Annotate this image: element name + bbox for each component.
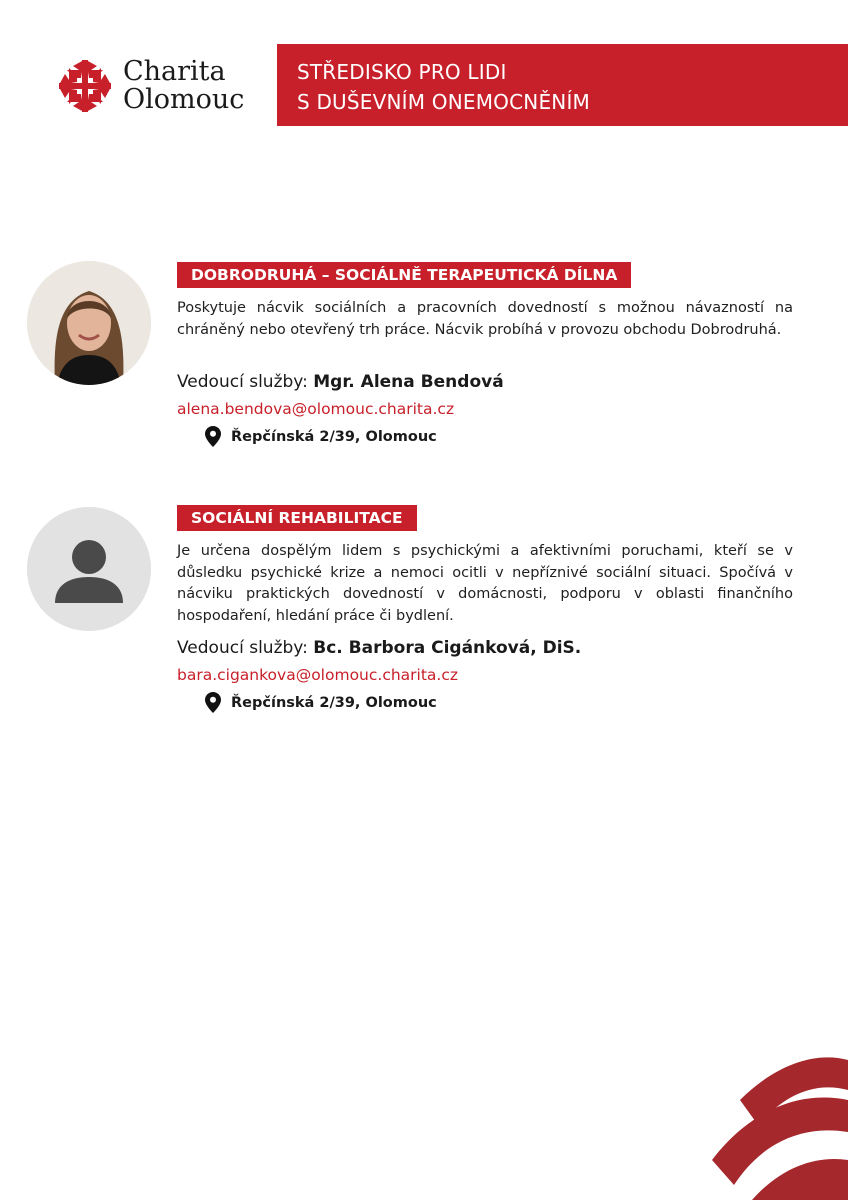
leader-label: Vedoucí služby: xyxy=(177,372,308,392)
leader-email-link[interactable]: bara.cigankova@olomouc.charita.cz xyxy=(177,666,459,684)
location-pin-icon xyxy=(205,692,221,713)
address-text: Řepčínská 2/39, Olomouc xyxy=(231,428,437,445)
charita-cross-icon xyxy=(55,56,115,116)
leader-name: Bc. Barbora Cigánková, DiS. xyxy=(313,638,582,658)
logo-line-1: Charita xyxy=(123,56,226,87)
service-description: Je určena dospělým lidem s psychickými a afektivními poruchami, kteří se v důsledku psychické krize a nemoci ocitli v nepříznivé sociální situaci. Spočívá v nácviku praktických dovedností v domácnosti, podporu v oblasti finančního hospodaření, hledání práce či bydlení. xyxy=(177,543,793,624)
leader-label: Vedoucí služby: xyxy=(177,638,308,658)
logo-wordmark xyxy=(123,58,244,114)
header-line-1: STŘEDISKO PRO LIDI xyxy=(297,60,507,84)
header-line-2: S DUŠEVNÍM ONEMOCNĚNÍM xyxy=(297,90,590,114)
service-description: Poskytuje nácvik sociálních a pracovních dovedností s možnou návazností na chráněný nebo otevřený trh práce. Nácvik probíhá v provozu obchodu Dobrodruhá. xyxy=(177,300,793,338)
service-title-dobrodruha: DOBRODRUHÁ – SOCIÁLNĚ TERAPEUTICKÁ DÍLNA xyxy=(177,262,631,288)
service-title-socialni-rehabilitace: SOCIÁLNÍ REHABILITACE xyxy=(177,505,417,531)
location-pin-icon xyxy=(205,426,221,447)
logo-line-2: Olomouc xyxy=(123,84,245,115)
leader-name: Mgr. Alena Bendová xyxy=(313,372,504,392)
service-address xyxy=(205,692,437,713)
leader-email-link[interactable]: alena.bendova@olomouc.charita.cz xyxy=(177,400,455,418)
avatar-placeholder xyxy=(27,507,151,631)
service-leader xyxy=(177,638,581,658)
header-banner xyxy=(277,44,848,126)
address-text: Řepčínská 2/39, Olomouc xyxy=(231,694,437,711)
portrait-photo-icon xyxy=(27,261,151,385)
charita-logo xyxy=(55,56,244,116)
decorative-waves-icon xyxy=(700,1050,848,1200)
user-placeholder-icon xyxy=(27,507,151,631)
avatar-portrait xyxy=(27,261,151,385)
service-leader xyxy=(177,372,504,392)
service-address xyxy=(205,426,437,447)
